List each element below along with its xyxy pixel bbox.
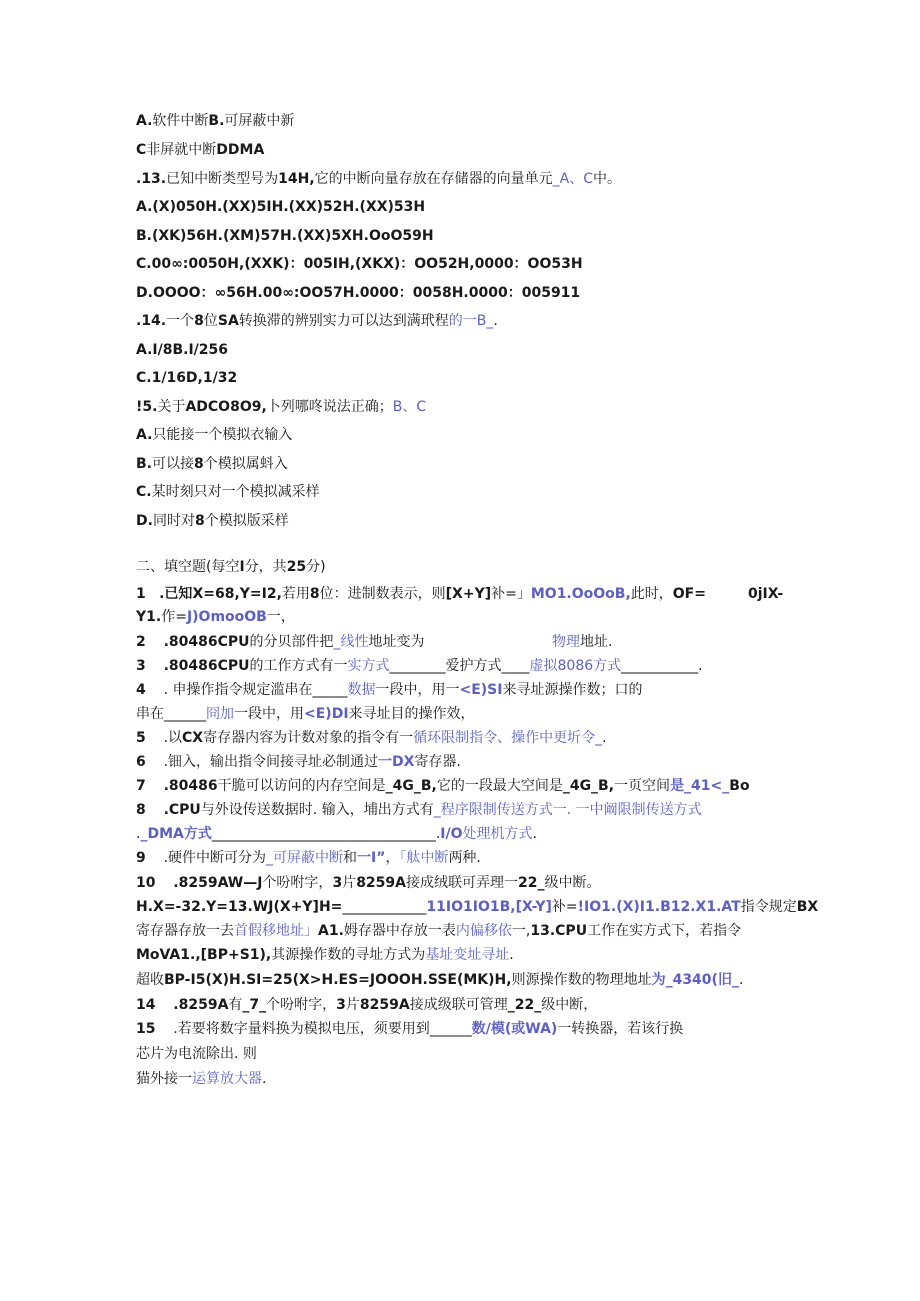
text: 8: [194, 456, 204, 472]
text: 超收: [136, 972, 164, 988]
question-15: [136, 397, 426, 417]
text: 14H,: [278, 171, 315, 187]
item-number: 3: [136, 658, 146, 674]
item-13: [136, 945, 514, 965]
q13-option-d: D.OOOO：∞56H.00∞:OO57H.0000：0058H.0000：005911: [136, 285, 581, 301]
q15-option-b: [136, 454, 288, 474]
text: 与外设传送数据时. 输入，埔出方式有: [200, 802, 434, 818]
q13-option-c: C.00∞:0050H,(XXK)：005IH,(XKX)：OO52H,0000：OO53H: [136, 256, 583, 272]
item-2: [136, 632, 425, 652]
item-9: [136, 848, 481, 868]
text: .: [262, 1071, 267, 1087]
item-14: [136, 995, 597, 1015]
text: 有: [228, 997, 243, 1013]
answer: 基址变址寻址: [425, 947, 510, 963]
text: 3: [336, 997, 346, 1013]
text: _22_: [507, 997, 542, 1013]
text: 8259A: [359, 997, 410, 1013]
q15-option-a: [136, 425, 292, 445]
text: 8259A: [356, 875, 406, 891]
answer: MO1.OoOoB,: [530, 586, 631, 602]
text: 姆存器中存放一表: [343, 923, 456, 939]
text: 一转换器，若该行换: [557, 1021, 684, 1037]
text: 级中断，: [541, 997, 598, 1013]
text: .: [509, 947, 514, 963]
item-2-part-2: [552, 632, 612, 652]
item-number: 14: [136, 997, 156, 1013]
text: 22_: [518, 875, 545, 891]
text: .8259AW—J: [173, 875, 263, 891]
text: 若用: [281, 586, 310, 602]
text: MoVA1.,[BP+S1),: [136, 947, 272, 963]
answer: 处理机方式: [462, 826, 533, 842]
answer: B、C: [392, 399, 427, 415]
label: D.: [136, 513, 153, 529]
text: 个吩咐字，: [262, 875, 333, 891]
text: 非屏就中断: [146, 142, 217, 158]
text: 一段中，用: [234, 706, 304, 722]
item-number: 1: [136, 586, 146, 602]
item-5: [136, 728, 607, 748]
text: .80486: [163, 778, 218, 794]
text: 寄存器.: [414, 754, 461, 770]
section-heading: [136, 557, 326, 577]
text: .若要将数字量料换为模拟电压，须要用到: [173, 1021, 430, 1037]
text: 25: [286, 559, 307, 575]
answer: 「舦中断: [399, 850, 449, 866]
answer: 实方式: [347, 658, 390, 674]
item-number: 10: [136, 875, 156, 891]
text: 一,: [511, 923, 531, 939]
text: 来寻址目的操作效，: [348, 706, 475, 722]
answer: 虚拟8086方式: [529, 658, 622, 674]
text: CX: [182, 730, 204, 746]
text: 3: [332, 875, 343, 891]
text: 一页空间: [614, 778, 671, 794]
text: 某时刻只对一个模拟减采样: [151, 484, 320, 500]
q13-option-a: A.(X)050H.(XX)5IH.(XX)52H.(XX)53H: [136, 199, 426, 215]
label: A.: [136, 113, 153, 129]
answer: 一I”: [357, 850, 386, 866]
text: .钿入，输出指令间接寻址必制通过: [163, 754, 379, 770]
answer: I/O: [440, 826, 463, 842]
item-1-cont: [136, 607, 295, 627]
text: 一个: [166, 313, 195, 329]
text: 则源操作数的物理地址: [511, 972, 652, 988]
text: .: [435, 826, 441, 842]
text: .: [602, 730, 607, 746]
answer: 11IO1IO1B,[X-Y]: [426, 899, 552, 915]
text: 地址变为: [368, 634, 425, 650]
answer: 冏加: [206, 706, 234, 722]
text: BP-I5(X)H.SI=25(X>H.ES=JOOOH.SSE(MK)H,: [164, 972, 512, 988]
answer: 首假移地址」: [234, 923, 318, 939]
q-num: .14.: [136, 313, 167, 329]
text: 只能接一个模拟衣输入: [152, 427, 293, 443]
text: 软件中断: [152, 113, 209, 129]
text: 此时，: [630, 586, 673, 602]
text: 来寻址源操作数；口的: [502, 682, 643, 698]
item-number: 9: [136, 850, 146, 866]
text: 转换滞的辨别实力可以达到满玳程: [238, 313, 449, 329]
answer: 是_41<_: [670, 778, 730, 794]
text: 已知中断类型号为: [166, 171, 279, 187]
text: 片: [342, 875, 357, 891]
text: 一段中，用一: [375, 682, 460, 698]
answer: 的一B_: [448, 313, 494, 329]
answer: 为_4340(旧_: [651, 972, 739, 988]
text: .: [738, 972, 744, 988]
text: [X+Y]: [445, 586, 492, 602]
text: 工作在实方式下，若指令: [587, 923, 742, 939]
item-number: 2: [136, 634, 146, 650]
label: DDMA: [216, 142, 265, 158]
text: 其源操作数的寻址方式为: [271, 947, 426, 963]
text: ADCO8O9,: [185, 399, 267, 415]
text: ______: [429, 1021, 472, 1037]
item-13-cont: [136, 970, 743, 990]
text: 的分贝部件把: [249, 634, 334, 650]
text: .以: [163, 730, 183, 746]
text: Bo: [729, 778, 750, 794]
text: 同时对: [152, 513, 195, 529]
text: 干脆可以访问的内存空间是: [217, 778, 386, 794]
question-13: [136, 169, 621, 189]
answer: _线性: [333, 634, 369, 650]
item-1-answer-2: 0jIX-: [748, 586, 784, 602]
text: .硬件中断可分为: [163, 850, 267, 866]
item-number: 15: [136, 1021, 156, 1037]
text: 二、填空题(每空: [136, 559, 240, 575]
text: ，: [385, 850, 400, 866]
text: H.X=-32.Y=13.WJ(X+Y]H=: [136, 899, 343, 915]
answer: _程序限制传送方式一. 一中阚限制传送方式: [433, 802, 702, 818]
q-num: .13.: [136, 171, 167, 187]
text: 个吩咐字，: [266, 997, 337, 1013]
text: 个模拟属蚪入: [203, 456, 288, 472]
text: 可以接: [152, 456, 194, 472]
item-8: [136, 800, 702, 820]
text: 位: [203, 313, 218, 329]
text: BX: [796, 899, 819, 915]
item-15: [136, 1019, 683, 1039]
text: 和: [343, 850, 358, 866]
q-num: !5.: [136, 399, 158, 415]
text: .80486CPU: [163, 658, 250, 674]
label: A.: [136, 427, 153, 443]
text: A1.: [318, 923, 344, 939]
option-line-ab: [136, 111, 294, 131]
item-3: [136, 656, 703, 676]
item-number: 5: [136, 730, 146, 746]
text: _4G_B,: [562, 778, 615, 794]
text: 它的一段最大空间是: [436, 778, 563, 794]
text: 地址.: [580, 634, 613, 650]
text: 它的中断向量存放在存储器的向量单元: [314, 171, 553, 187]
text: 两种.: [448, 850, 481, 866]
item-15-cont: 芯片为电流除出. 则: [136, 1046, 257, 1062]
text: SA: [217, 313, 239, 329]
item-number: 7: [136, 778, 146, 794]
answer: !IO1.(X)I1.B12.X1.AT: [577, 899, 741, 915]
q14-options-cd: C.1/16D,1/32: [136, 370, 238, 386]
text: 分): [306, 559, 326, 575]
item-number: 6: [136, 754, 146, 770]
text: 补=」: [491, 586, 531, 602]
text: 寄存器存放一去: [136, 923, 234, 939]
item-11: [136, 897, 818, 917]
text: 作=: [161, 609, 187, 625]
item-number: 8: [136, 802, 146, 818]
answer: 数/模(或WA): [471, 1021, 558, 1037]
text: _4G_B,: [385, 778, 437, 794]
text: 8: [309, 586, 320, 602]
answer: 数据: [347, 682, 376, 698]
answer: _DMA方式: [140, 826, 212, 842]
q13-option-b: B.(XK)56H.(XM)57H.(XX)5XH.OoO59H: [136, 228, 434, 244]
text: .8259A: [173, 997, 229, 1013]
text: _7_: [242, 997, 267, 1013]
answer: 一DX: [378, 754, 415, 770]
text: ________爱护方式: [389, 658, 502, 674]
text: 猫外接一: [136, 1071, 192, 1087]
text: _____: [312, 682, 348, 698]
text: 接成级联可管理: [409, 997, 508, 1013]
text: OF=: [672, 586, 706, 602]
text: 寄存器内容为计数对象的指令有一: [203, 730, 414, 746]
answer: _可屏蔽中断: [266, 850, 344, 866]
q15-option-d: [136, 511, 289, 531]
text: 位：进制数表示，则: [319, 586, 446, 602]
q14-options-ab: A.I/8B.I/256: [136, 342, 229, 358]
text: 13.CPU: [530, 923, 588, 939]
text: 中。: [593, 171, 622, 187]
text: 卜列哪咚说法正确；: [266, 399, 393, 415]
item-number: 4: [136, 682, 146, 698]
text: 片: [345, 997, 360, 1013]
item-6: [136, 752, 461, 772]
text: Y1.: [136, 609, 162, 625]
item-15-cont2: [136, 1069, 266, 1089]
item-4: [136, 680, 642, 700]
text: 的工作方式有一: [249, 658, 348, 674]
answer: _A、C: [552, 171, 594, 187]
text: I: [239, 559, 245, 575]
text: 接成绒联可弄理一: [406, 875, 518, 891]
answer: 运算放大器: [192, 1071, 262, 1087]
text: .CPU: [163, 802, 201, 818]
text: 8: [194, 513, 205, 529]
text: ____________: [342, 899, 427, 915]
item-8-cont: [136, 824, 537, 844]
item-1: [136, 584, 706, 604]
item-12: [136, 921, 741, 941]
answer: <E)DI: [304, 706, 349, 722]
question-14: [136, 311, 498, 331]
text: ___________.: [621, 658, 703, 674]
answer: 内偏移依: [455, 923, 512, 939]
text: ____: [501, 658, 530, 674]
answer: <E)SI: [459, 682, 503, 698]
text: 分，共: [244, 559, 287, 575]
label: B.: [136, 456, 152, 472]
text: .: [493, 313, 498, 329]
text: 可屏蔽中新: [224, 113, 295, 129]
text: 指令规定: [740, 899, 797, 915]
q15-option-c: [136, 482, 320, 502]
label: C: [136, 142, 147, 158]
text: 补=: [551, 899, 578, 915]
text: 一，: [266, 609, 295, 625]
answer: J)OmooOB: [186, 609, 267, 625]
item-7: [136, 776, 750, 796]
answer: 物理: [552, 634, 580, 650]
option-line-cd: [136, 140, 264, 160]
label: C.: [136, 484, 152, 500]
text: .80486CPU: [163, 634, 250, 650]
label: B.: [208, 113, 225, 129]
text: ______: [164, 706, 206, 722]
item-4-cont: [136, 704, 475, 724]
text: 级中断。: [544, 875, 601, 891]
text: .: [136, 826, 141, 842]
text: .: [532, 826, 537, 842]
text: .已知: [159, 586, 193, 602]
text: 个模拟版采样: [204, 513, 289, 529]
text: 串在: [136, 706, 164, 722]
text: ________________________________: [211, 826, 436, 842]
text: . 申操作指令规定滥串在: [163, 682, 313, 698]
text: 关于: [157, 399, 186, 415]
item-10: [136, 873, 600, 893]
answer: 循环限制指令、操作中更圻令_: [413, 730, 603, 746]
text: X=68,Y=I2,: [192, 586, 282, 602]
text: 8: [194, 313, 204, 329]
